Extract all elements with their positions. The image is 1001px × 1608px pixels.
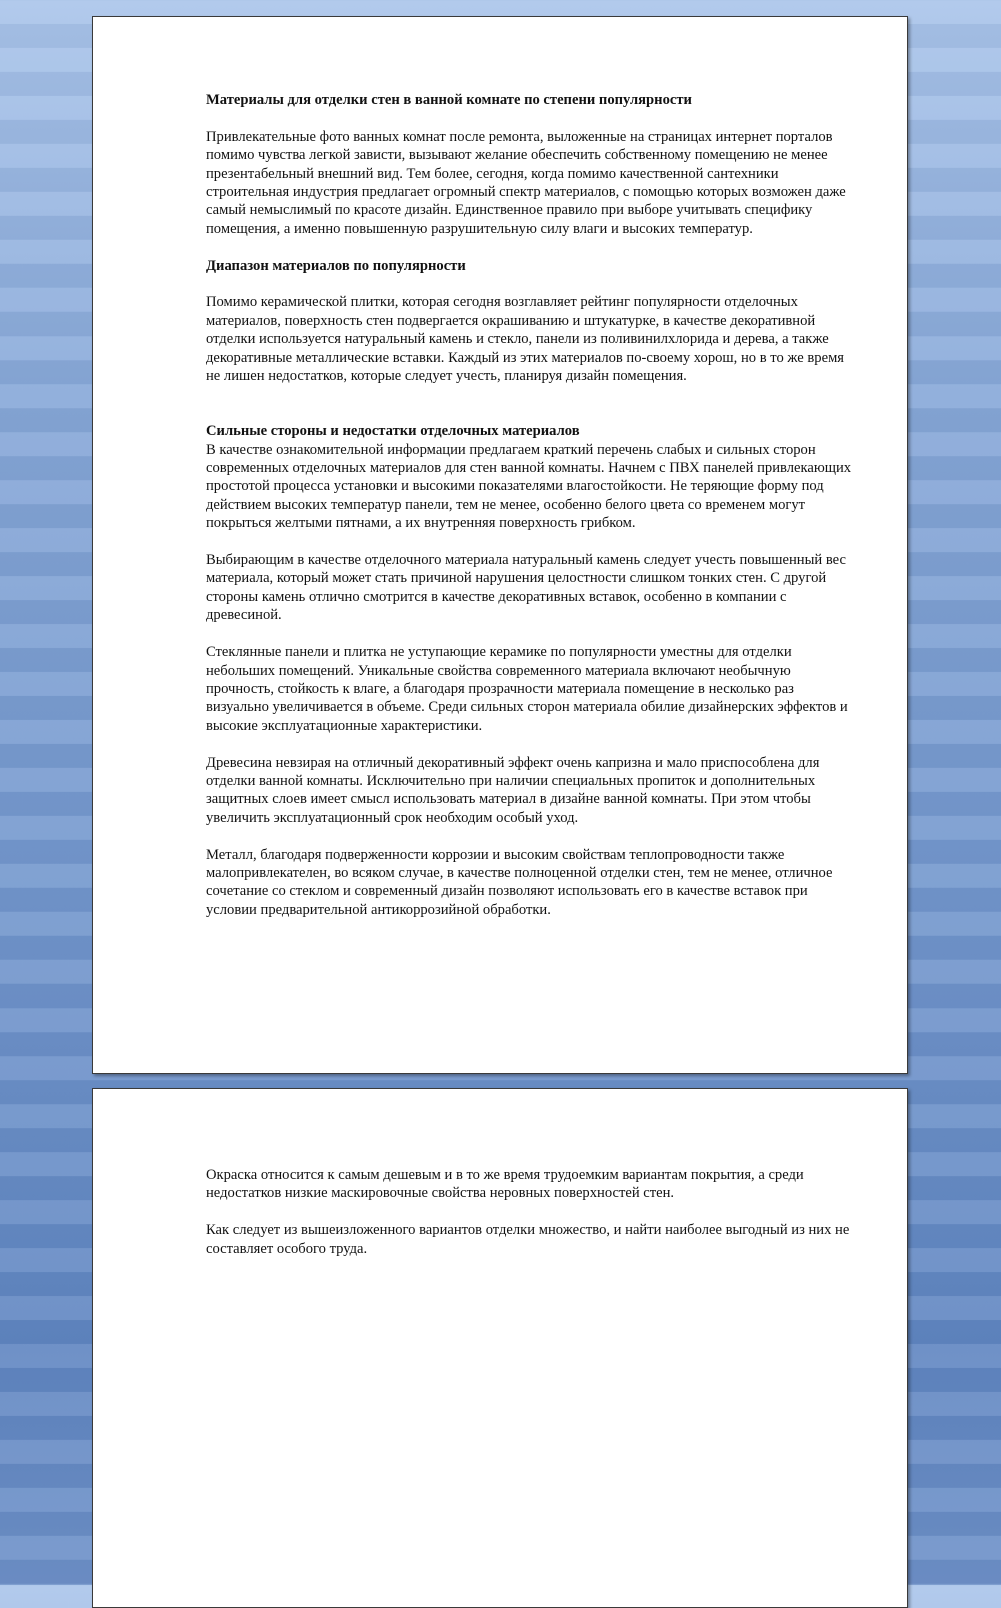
conclusion-paragraph: Как следует из вышеизложенного вариантов отделки множество, и найти наиболее выгодный из них не составляет особого труда. bbox=[206, 1222, 850, 1257]
document-page-2[interactable] bbox=[92, 1088, 908, 1608]
intro-paragraph: Привлекательные фото ванных комнат после ремонта, выложенные на страницах интернет порталов помимо чувства легкой зависти, вызывают желание обеспечить собственному помещению не менее презентабельный внешний вид. Тем более, сегодня, когда помимо качественной сантехники строительная индустрия предлагает огромный спектр материалов, с помощью которых возможен даже самый немыслимый по красоте дизайн. Единственное правило при выборе учитывать специфику помещения, а именно повышенную разрушительную силу влаги и высоких температур. bbox=[206, 128, 846, 237]
page-2-text-body[interactable] bbox=[206, 1166, 856, 1258]
paint-paragraph: Окраска относится к самым дешевым и в то же время трудоемким вариантам покрытия, а среди недостатков низкие маскировочные свойства неровных поверхностей стен. bbox=[206, 1167, 804, 1202]
document-title: Материалы для отделки стен в ванной комнате по степени популярности bbox=[206, 92, 692, 108]
pvc-paragraph: В качестве ознакомительной информации предлагаем краткий перечень слабых и сильных сторон современных отделочных материалов для стен ванной комнаты. Начнем с ПВХ панелей привлекающих простотой процесса установки и высокими показателями влагостойкости. Не теряющие форму под действием высоких температур панели, тем не менее, особенно белого цвета со временем могут покрыться желтыми пятнами, а их внутренняя поверхность грибком. bbox=[206, 441, 852, 532]
page-1-text-body[interactable] bbox=[206, 91, 856, 919]
stone-paragraph: Выбирающим в качестве отделочного материала натуральный камень следует учесть повышенный вес материала, который может стать причиной нарушения целостности слишком тонких стен. С другой стороны камень отлично смотрится в качестве декоративных вставок, особенно в компании с древесиной. bbox=[206, 552, 846, 624]
wood-paragraph: Древесина невзирая на отличный декоративный эффект очень капризна и мало приспособлена для отделки ванной комнаты. Исключительно при наличии специальных пропиток и дополнительных защитных слоев имеет смысл использовать материал в дизайне ванной комнаты. При этом чтобы увеличить эксплуатационный срок необходим особый уход. bbox=[206, 754, 820, 826]
document-page-1[interactable] bbox=[92, 16, 908, 1074]
range-paragraph: Помимо керамической плитки, которая сегодня возглавляет рейтинг популярности отделочных материалов, поверхность стен подвергается окрашиванию и штукатурке, в качестве декоративной отделки используется натуральный камень и стекло, панели из поливинилхлорида и дерева, а также декоративные металлические вставки. Каждый из этих материалов по-своему хорош, но в то же время не лишен недостатков, которые следует учесть, планируя дизайн помещения. bbox=[206, 294, 845, 385]
section-heading-pros-cons: Сильные стороны и недостатки отделочных материалов bbox=[206, 423, 580, 440]
metal-paragraph: Металл, благодаря подверженности коррозии и высоким свойствам теплопроводности также малопривлекателен, во всяком случае, в качестве полноценной отделки стен, тем не менее, отличное сочетание со стеклом и современный дизайн позволяют использовать его в качестве вставок при условии предварительной антикоррозийной обработки. bbox=[206, 846, 833, 918]
glass-paragraph: Стеклянные панели и плитка не уступающие керамике по популярности уместны для отделки небольших помещений. Уникальные свойства современного материала включают необычную прочность, стойкость к влаге, а благодаря прозрачности материала помещение в несколько раз визуально увеличивается в объеме. Среди сильных сторон материала обилие дизайнерских эффектов и высокие эксплуатационные характеристики. bbox=[206, 644, 848, 734]
section-heading-range: Диапазон материалов по популярности bbox=[206, 257, 466, 274]
